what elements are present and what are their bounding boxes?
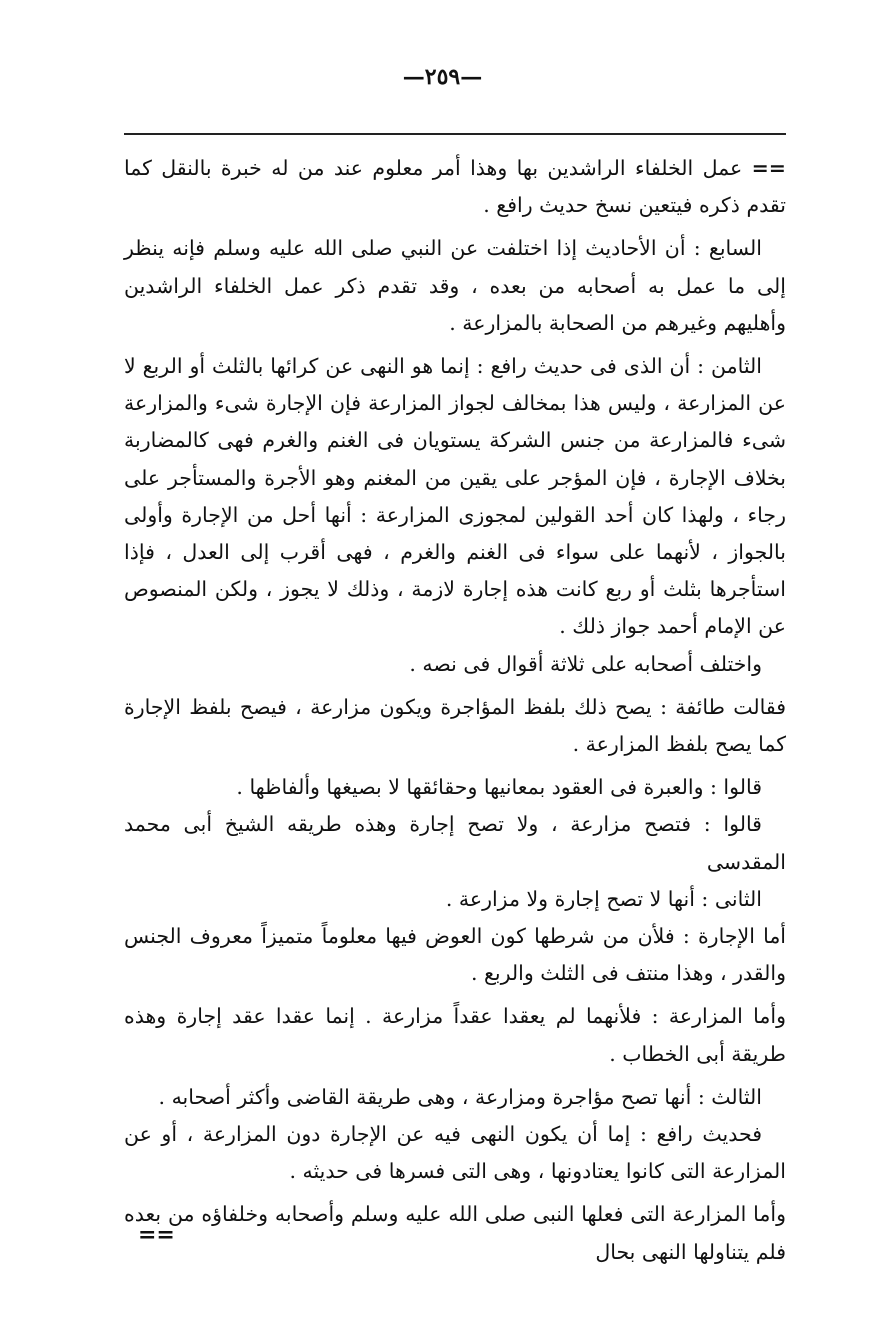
paragraph: قالوا : والعبرة فى العقود بمعانيها وحقائقها لا بصيغها وألفاظها .: [236, 775, 762, 800]
paragraph: == عمل الخلفاء الراشدين بها وهذا أمر معلوم عند من له خبرة بالنقل كما تقدم ذكره فيتعين نسخ حديث رافع .: [124, 156, 786, 218]
header-rule: [124, 133, 786, 135]
end-mark: ==: [138, 1222, 175, 1248]
paragraph: الثانى : أنها لا تصح إجارة ولا مزارعة .: [445, 886, 762, 911]
paragraph: فقالت طائفة : يصح ذلك بلفظ المؤاجرة ويكون مزارعة ، فيصح بلفظ الإجارة كما يصح بلفظ المزارعة .: [124, 694, 786, 757]
paragraph: وأما المزارعة التى فعلها النبى صلى الله عليه وسلم وأصحابه وخلفاؤه من بعده فلم يتناولها النهى بحال: [124, 1202, 786, 1264]
paragraph: قالوا : فتصح مزارعة ، ولا تصح إجارة وهذه طريقه الشيخ أبى محمد المقدسى: [124, 812, 786, 874]
continuation-mark: ==: [751, 156, 786, 180]
paragraph: أما الإجارة : فلأن من شرطها كون العوض فيها معلوماً متميزاً معروف الجنس والقدر ، وهذا منتف فى الثلث والربع .: [124, 924, 786, 986]
paragraph: فحديث رافع : إما أن يكون النهى فيه عن الإجارة دون المزارعة ، أو عن المزارعة التى كانوا يعتادونها ، وهى التى فسرها فى حديثه .: [124, 1122, 786, 1184]
paragraph: الثامن : أن الذى فى حديث رافع : إنما هو النهى عن كرائها بالثلث أو الربع لا عن المزارعة ، وليس هذا بمخالف لجواز المزارعة فإن الإجارة شىء والمزارعة شىء فالمزارعة من جنس الشركة يستويان فى الغنم والغرم فهى كالمضاربة بخلاف الإجارة ، فإن المؤجر على يقين من المغنم وهو الأجرة والمستأجر على رجاء ، ولهذا كان أحد القولين لمجوزى المزارعة : أنها أحل من الإجارة وأولى بالجواز ، لأنهما على سواء فى الغنم والغرم ، فهى أقرب إلى العدل ، فإذا استأجرها بثلث أو ربع كانت هذه إجارة لازمة ، وذلك لا يجوز ، ولكن المنصوص عن الإمام أحمد جواز ذلك .: [124, 354, 786, 639]
paragraph: الثالث : أنها تصح مؤاجرة ومزارعة ، وهى طريقة القاضى وأكثر أصحابه .: [158, 1084, 762, 1109]
page-number: —٢٥٩—: [402, 64, 483, 90]
paragraph: السابع : أن الأحاديث إذا اختلفت عن النبي صلى الله عليه وسلم فإنه ينظر إلى ما عمل به أصحابه من بعده ، وقد تقدم ذكر عمل الخلفاء الراشدين وأهليهم وغيرهم من الصحابة بالمزارعة .: [124, 236, 786, 335]
body-text: [124, 150, 786, 1271]
paragraph: وأما المزارعة : فلأنهما لم يعقدا عقداً مزارعة . إنما عقدا عقد إجارة وهذه طريقة أبى الخطاب .: [124, 1004, 786, 1066]
paragraph: واختلف أصحابه على ثلاثة أقوال فى نصه .: [409, 651, 762, 676]
